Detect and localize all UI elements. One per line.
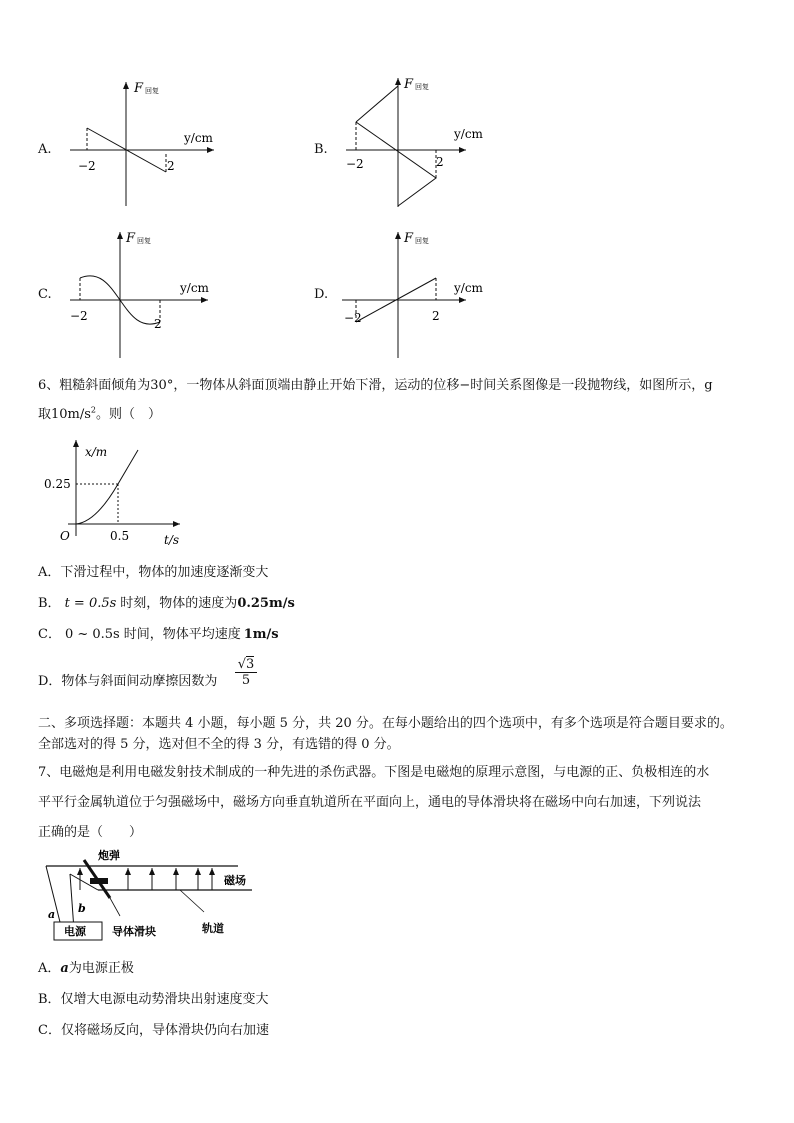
q5-graph-c	[62, 226, 232, 361]
q5b-y-label: y/cm	[454, 127, 483, 141]
q6-xtick: 0.5	[110, 529, 130, 543]
q7-label-slider: 导体滑块	[112, 925, 156, 938]
q5a-f-label: F	[134, 81, 144, 96]
q6-ylabel: x/m	[85, 445, 108, 459]
q5a-f-sub: 回复	[145, 87, 159, 95]
q6-xlabel: t/s	[164, 533, 180, 547]
q7-label-rail: 轨道	[202, 922, 224, 935]
q7-label-field: 磁场	[224, 874, 246, 887]
q7-label-b: b	[78, 902, 86, 915]
q5a-pos-tick: 2	[167, 159, 175, 173]
q5a-neg-tick: −2	[78, 159, 96, 173]
q5c-pos-tick: 2	[154, 317, 162, 331]
q6-option-d-fraction: √3 5	[235, 657, 257, 688]
q6-option-b: B． t = 0.5s 时刻，物体的速度为0.25m/s	[38, 596, 295, 611]
q7-label-source: 电源	[64, 925, 86, 938]
q5b-pos-tick: 2	[436, 155, 444, 169]
q5b-f-sub: 回复	[415, 83, 429, 91]
q6-origin: O	[60, 529, 70, 543]
section2-line2: 全部选对的得 5 分，选对但不全的得 3 分，有选错的得 0 分。	[38, 737, 400, 752]
q5-option-d-letter: D.	[314, 287, 329, 302]
q5d-neg-tick: −2	[344, 311, 362, 325]
q6-stem-line1: 6、粗糙斜面倾角为30°，一物体从斜面顶端由静止开始下滑，运动的位移−时间关系图像是一段抛物线，如图所示，g	[38, 378, 713, 393]
q7-label-a: a	[48, 908, 56, 921]
q6-xt-graph	[40, 436, 190, 550]
q5c-neg-tick: −2	[70, 309, 88, 323]
q5d-f-sub: 回复	[415, 237, 429, 245]
q5b-neg-tick: −2	[346, 157, 364, 171]
q7-railgun-diagram	[40, 846, 260, 944]
q6-stem-line2: 取$10m/s^2$。则（ ）	[38, 405, 162, 422]
q5-option-a-letter: A.	[38, 142, 52, 157]
q7-label-shell: 炮弹	[98, 849, 120, 862]
q6-option-a: A．下滑过程中，物体的加速度逐渐变大	[38, 565, 269, 580]
q7-stem-line3: 正确的是（ ）	[38, 825, 143, 840]
q5d-y-label: y/cm	[454, 281, 483, 295]
q6-option-d: D．物体与斜面间动摩擦因数为	[38, 674, 218, 689]
q7-option-a: A．a为电源正极	[38, 961, 134, 976]
q5d-pos-tick: 2	[432, 309, 440, 323]
q5c-y-label: y/cm	[180, 281, 209, 295]
q5c-f-label: F	[126, 231, 136, 246]
q5-option-c-letter: C.	[38, 287, 52, 302]
section2-line1: 二、多项选择题：本题共 4 小题，每小题 5 分，共 20 分。在每小题给出的四个选项中，有多个选项是符合题目要求的。	[38, 716, 733, 731]
q7-option-c: C．仅将磁场反向，导体滑块仍向右加速	[38, 1023, 269, 1038]
q7-stem-line2: 平平行金属轨道位于匀强磁场中，磁场方向垂直轨道所在平面向上，通电的导体滑块将在磁场中向右加速，下列说法	[38, 795, 702, 810]
q5-graph-a	[62, 76, 232, 211]
q5-graph-b	[338, 72, 508, 212]
q7-option-b: B．仅增大电源电动势滑块出射速度变大	[38, 992, 269, 1007]
q5a-y-label: y/cm	[184, 131, 213, 145]
q6-ytick: 0.25	[44, 477, 71, 491]
q5d-f-label: F	[404, 231, 414, 246]
q5-graph-d	[338, 226, 508, 361]
q5c-f-sub: 回复	[137, 237, 151, 245]
q5-option-b-letter: B.	[314, 142, 328, 157]
q6-option-c: C． 0 ~ 0.5s 时间，物体平均速度 1m/s	[38, 627, 279, 642]
q5b-f-label: F	[404, 77, 414, 92]
q7-stem-line1: 7、电磁炮是利用电磁发射技术制成的一种先进的杀伤武器。下图是电磁炮的原理示意图，与电源的正、负极相连的水	[38, 765, 710, 780]
